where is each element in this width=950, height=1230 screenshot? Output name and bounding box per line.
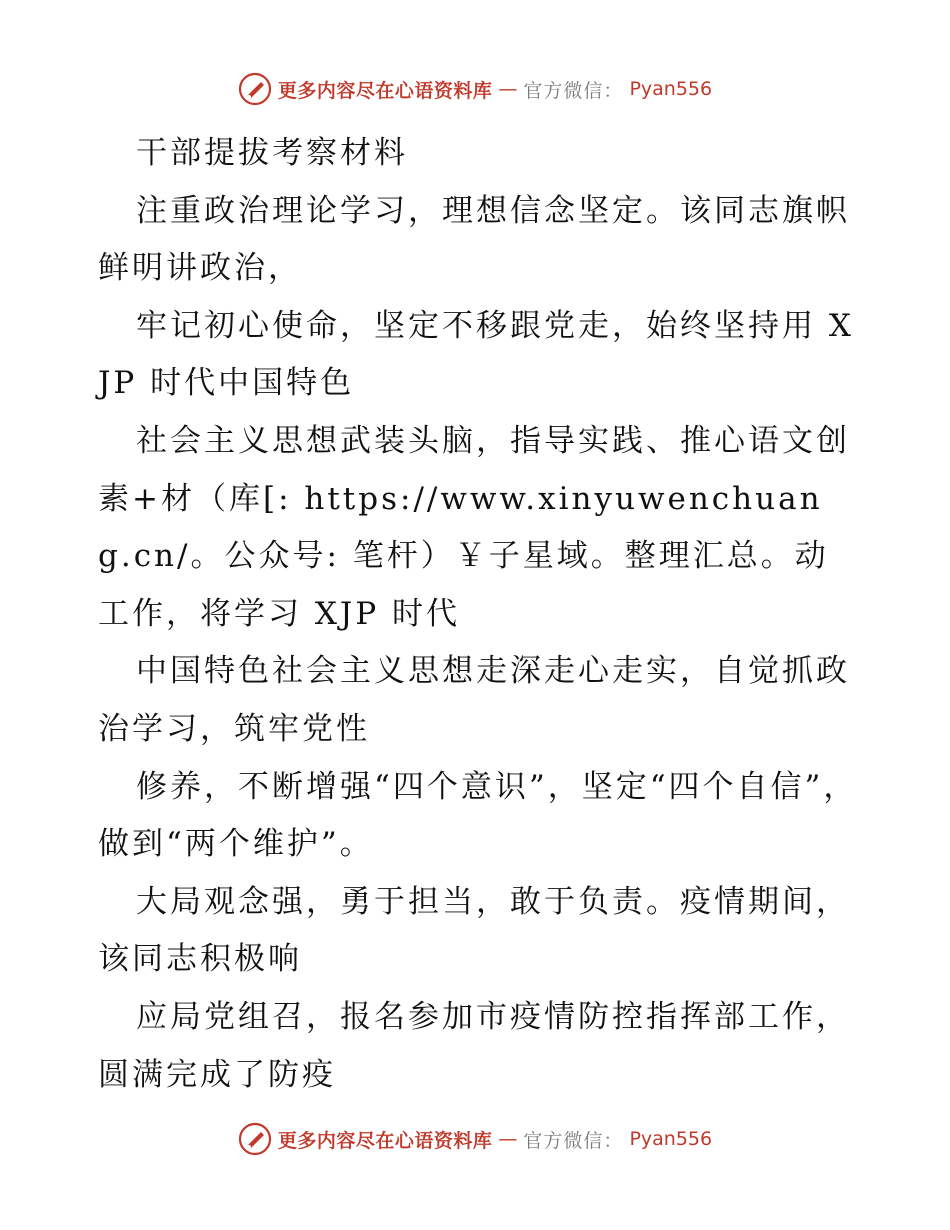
page-footer [0,1122,950,1156]
header-slogan: 更多内容尽在心语资料库 [277,79,493,102]
paragraph-7: 应局党组召，报名参加市疫情防控指挥部工作，圆满完成了防疫 [98,998,850,1093]
document-title: 干部提拔考察材料 [136,135,408,171]
footer-dash: — [498,1128,518,1150]
header-dash: — [498,78,518,100]
footer-wechat-label: 官方微信： [523,1129,624,1152]
paragraph-4: 中国特色社会主义思想走深走心走实，自觉抓政治学习，筑牢党性 [98,653,850,747]
header-wechat-id: Pyan556 [629,78,713,100]
paragraph-5: 修养，不断增强“四个意识”，坚定“四个自信”，做到“两个维护”。 [98,768,858,863]
header-wechat-label: 官方微信： [523,79,624,102]
brand-logo-icon [238,72,272,106]
paragraph-1: 注重政治理论学习，理想信念坚定。该同志旗帜鲜明讲政治， [98,192,850,287]
paragraph-3: 社会主义思想武装头脑，指导实践、推心语文创素+材（库[: https://www.xinyuwenchuang.cn/。公众号: 笔杆）￥子星域。整理汇总。动工作，将学习 XJP 时代 [98,422,850,632]
paragraph-6: 大局观念强，勇于担当，敢于负责。疫情期间，该同志积极响 [98,883,850,978]
paragraph-2: 牢记初心使命，坚定不移跟党走，始终坚持用 XJP 时代中国特色 [98,307,854,402]
page-header [0,72,950,106]
footer-slogan: 更多内容尽在心语资料库 [277,1129,493,1152]
footer-wechat-id: Pyan556 [629,1128,713,1150]
document-body [98,125,858,1104]
brand-logo-icon [238,1122,272,1156]
